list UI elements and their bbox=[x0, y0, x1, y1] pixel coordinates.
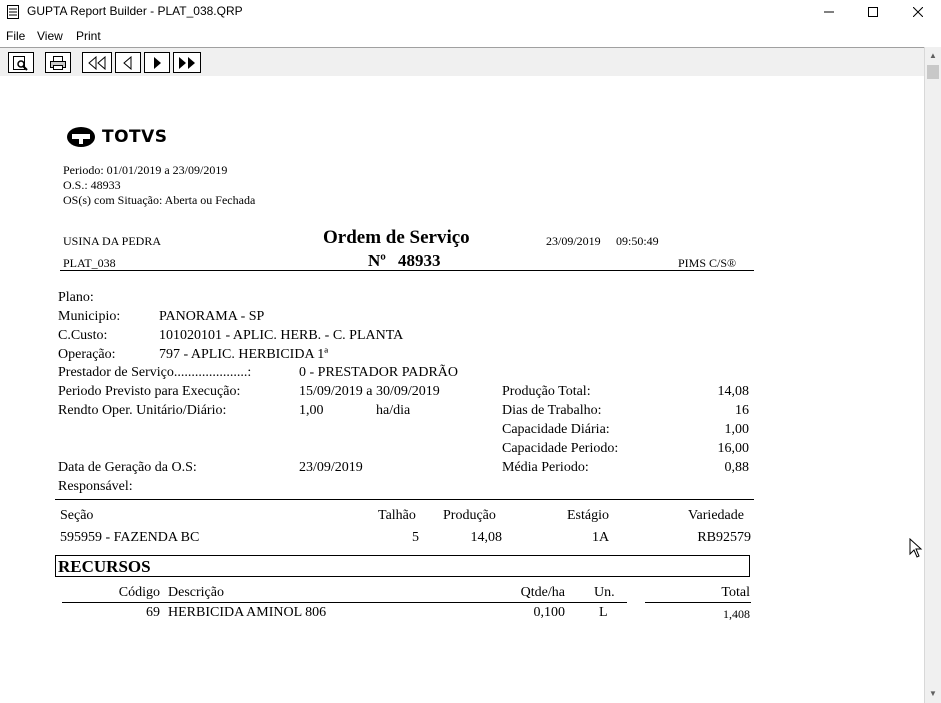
print-button[interactable] bbox=[45, 52, 71, 73]
qtde-value: 0,100 bbox=[533, 605, 565, 620]
scroll-up-icon[interactable]: ▲ bbox=[929, 51, 937, 60]
producao-value: 14,08 bbox=[470, 530, 502, 545]
periodo-previsto-label: Periodo Previsto para Execução: bbox=[58, 384, 241, 399]
variedade-header: Variedade bbox=[688, 508, 744, 523]
scroll-thumb[interactable] bbox=[927, 65, 939, 79]
vertical-scrollbar[interactable] bbox=[924, 47, 941, 703]
printer-icon bbox=[49, 55, 67, 71]
codigo-value: 69 bbox=[146, 605, 160, 620]
descricao-value: HERBICIDA AMINOL 806 bbox=[168, 605, 327, 620]
prestador-value: 0 - PRESTADOR PADRÃO bbox=[299, 365, 459, 380]
operacao-value: 797 - APLIC. HERBICIDA 1ª bbox=[159, 347, 329, 362]
ccusto-value: 101020101 - APLIC. HERB. - C. PLANTA bbox=[159, 328, 404, 343]
recursos-title: RECURSOS bbox=[58, 557, 151, 576]
header-divider bbox=[60, 270, 754, 271]
first-page-icon bbox=[86, 56, 108, 70]
minimize-icon bbox=[824, 7, 834, 17]
producao-total-label: Produção Total: bbox=[502, 384, 591, 399]
periodo-info: Periodo: 01/01/2019 a 23/09/2019 bbox=[63, 163, 228, 177]
scroll-down-icon[interactable]: ▼ bbox=[929, 689, 937, 698]
company-name: USINA DA PEDRA bbox=[63, 234, 162, 248]
os-number-label: Nº bbox=[368, 251, 386, 270]
estagio-header: Estágio bbox=[567, 508, 609, 523]
report-date: 23/09/2019 bbox=[546, 234, 601, 248]
secao-divider bbox=[55, 499, 754, 500]
prestador-label: Prestador de Serviço.....................: bbox=[58, 365, 252, 380]
print-preview-button[interactable] bbox=[8, 52, 34, 73]
maximize-button[interactable] bbox=[850, 0, 896, 24]
municipio-value: PANORAMA - SP bbox=[159, 309, 265, 324]
print-preview-icon bbox=[12, 55, 30, 71]
total-header: Total bbox=[721, 585, 750, 600]
operacao-label: Operação: bbox=[58, 347, 116, 362]
report-page bbox=[0, 76, 924, 703]
menu-view[interactable]: View bbox=[37, 29, 63, 43]
estagio-value: 1A bbox=[592, 530, 610, 545]
os-number: 48933 bbox=[398, 251, 441, 270]
last-page-icon bbox=[176, 56, 198, 70]
rendto-value: 1,00 bbox=[299, 403, 324, 418]
capacidade-diaria-value: 1,00 bbox=[724, 422, 749, 437]
total-value: 1,408 bbox=[723, 607, 750, 621]
recursos-total-line bbox=[645, 602, 751, 603]
menu-bar bbox=[0, 26, 941, 46]
rendto-unit: ha/dia bbox=[376, 403, 411, 418]
maximize-icon bbox=[868, 7, 878, 17]
un-header: Un. bbox=[594, 585, 615, 600]
un-value: L bbox=[599, 605, 608, 620]
toolbar bbox=[0, 47, 924, 77]
next-page-icon bbox=[150, 56, 164, 70]
report-title: Ordem de Serviço bbox=[323, 227, 470, 248]
prev-page-icon bbox=[121, 56, 135, 70]
recursos-section bbox=[55, 555, 750, 577]
producao-header: Produção bbox=[443, 508, 496, 523]
close-icon bbox=[913, 7, 923, 17]
talhao-header: Talhão bbox=[378, 508, 416, 523]
minimize-button[interactable] bbox=[806, 0, 852, 24]
rendto-label: Rendto Oper. Unitário/Diário: bbox=[58, 403, 227, 418]
logo-text: TOTVS bbox=[102, 127, 168, 147]
qtde-header: Qtde/ha bbox=[520, 585, 565, 600]
report-time: 09:50:49 bbox=[616, 234, 659, 248]
capacidade-diaria-label: Capacidade Diária: bbox=[502, 422, 610, 437]
menu-file[interactable]: File bbox=[6, 29, 26, 43]
dias-trabalho-label: Dias de Trabalho: bbox=[502, 403, 602, 418]
codigo-header: Código bbox=[118, 585, 160, 600]
capacidade-periodo-value: 16,00 bbox=[717, 441, 749, 456]
first-page-button[interactable] bbox=[82, 52, 112, 73]
title-bar bbox=[0, 0, 941, 24]
report-code: PLAT_038 bbox=[63, 256, 116, 270]
periodo-previsto-value: 15/09/2019 a 30/09/2019 bbox=[299, 384, 440, 399]
capacidade-periodo-label: Capacidade Periodo: bbox=[502, 441, 619, 456]
secao-header: Seção bbox=[60, 508, 94, 523]
plano-label: Plano: bbox=[58, 290, 94, 305]
media-periodo-label: Média Periodo: bbox=[502, 460, 589, 475]
close-button[interactable] bbox=[895, 0, 941, 24]
secao-value: 595959 - FAZENDA BC bbox=[60, 530, 200, 545]
situacao-info: OS(s) com Situação: Aberta ou Fechada bbox=[63, 193, 256, 207]
dias-trabalho-value: 16 bbox=[735, 403, 749, 418]
prev-page-button[interactable] bbox=[115, 52, 141, 73]
totvs-logo bbox=[66, 126, 176, 150]
data-geracao-label: Data de Geração da O.S: bbox=[58, 460, 197, 475]
talhao-value: 5 bbox=[412, 530, 419, 545]
municipio-label: Municipio: bbox=[58, 309, 121, 324]
app-icon bbox=[7, 5, 19, 19]
ccusto-label: C.Custo: bbox=[58, 328, 108, 343]
next-page-button[interactable] bbox=[144, 52, 170, 73]
window-title: GUPTA Report Builder - PLAT_038.QRP bbox=[27, 4, 243, 18]
last-page-button[interactable] bbox=[173, 52, 201, 73]
variedade-value: RB92579 bbox=[697, 530, 751, 545]
system-name: PIMS C/S® bbox=[678, 256, 737, 270]
media-periodo-value: 0,88 bbox=[724, 460, 749, 475]
menu-print[interactable]: Print bbox=[76, 29, 101, 43]
descricao-header: Descrição bbox=[168, 585, 224, 600]
data-geracao-value: 23/09/2019 bbox=[299, 460, 363, 475]
recursos-header-line bbox=[62, 602, 627, 603]
mouse-cursor-icon bbox=[909, 538, 923, 558]
totvs-logo-icon bbox=[66, 126, 96, 148]
os-info: O.S.: 48933 bbox=[63, 178, 121, 192]
responsavel-label: Responsável: bbox=[58, 479, 133, 494]
producao-total-value: 14,08 bbox=[717, 384, 749, 399]
